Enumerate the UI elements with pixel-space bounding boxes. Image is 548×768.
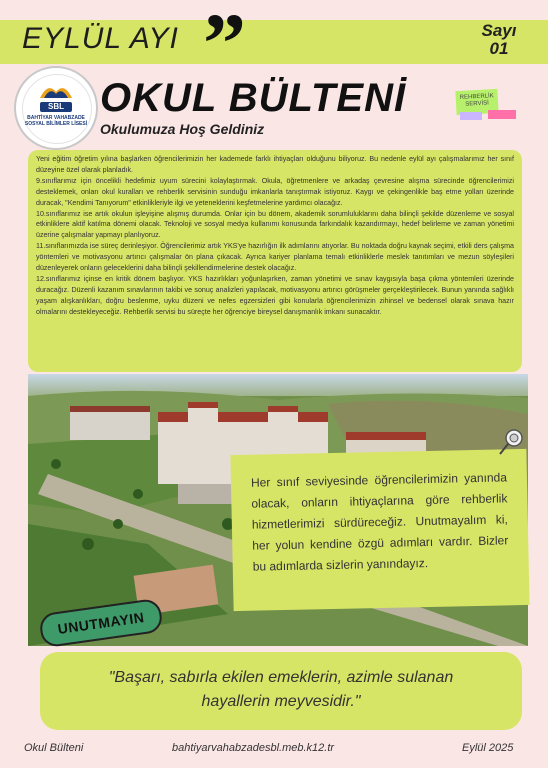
sticky-note: REHBERLİK SERVİSİ <box>455 89 498 115</box>
page-subtitle: Okulumuza Hoş Geldiniz <box>100 121 265 137</box>
quote-icon: ” <box>203 0 246 91</box>
footer-date: Eylül 2025 <box>462 742 514 754</box>
intro-paragraph: 11.sınıflarımızda ise süreç derinleşiyor. Öğrencilerimiz artık YKS'ye hazırlığın ilk adımlarını atıyorlar. Bu noktada doğru kaynak seçimi, etkili ders çalışma yöntemleri ve motivasyonu artırıcı çalışmalar ön plana çıkacak. Ayrıca kariyer planlama temalı etkinliklerle meslek tanıtımları ve mezun söyleşileri düzenleyerek onların geleceklerini daha bilinçli şekillendirmelerine destek olacağız. <box>36 242 514 273</box>
logo-short: SBL <box>40 102 72 112</box>
month-label: EYLÜL AYI <box>22 22 179 55</box>
sticky-note-pink <box>488 110 516 119</box>
quote-line: hayallerin meyvesidir." <box>201 693 361 710</box>
issue-number: 01 <box>489 39 509 58</box>
reminder-badge: UNUTMAYIN <box>38 598 164 649</box>
footer-left: Okul Bülteni <box>24 742 84 754</box>
intro-paragraph: Yeni eğitim öğretim yılına başlarken öğrencilerimizin her kademede farklı ihtiyaçları olduğunu biliyoruz. Bu nedenle eylül ayı çalışmalarımız her sınıf düzeyine özel olarak planladık. <box>36 155 514 174</box>
quote-line: "Başarı, sabırla ekilen emeklerin, azimle sulanan <box>108 669 454 686</box>
sticky-note-purple <box>460 112 482 120</box>
quote-box <box>40 652 522 730</box>
intro-paragraph: 10.sınıflarımız ise artık okulun işleyişine alışmış durumda. Onlar için bu dönem, akademik sorumluluklarını daha bilinçli şekilde düzenleme ve sosyal etkinliklere aktif katılma dönemi olacak. Teknoloji ve sosyal medya kullanımı konusunda farkındalık kazandırmayı, hedef belirleme ve zaman yönetimi üzerine çalışmalar yapmayı planlıyoruz. <box>36 209 514 240</box>
intro-paragraph: 9.sınıflarımız için öncelikli hedefimiz uyum sürecini kolaylaştırmak. Okula, öğretmenlere ve arkadaş çevresine alışma sürecinde öğrencilerimizi desteklemek, onları okul kuralları ve rehberlik servisinin sunduğu imkanlarla tanıştırmak istiyoruz. Kaygı ve çekingenlikle baş etme yolları üzerinde duracak, "Kendimi Tanıyorum" etkinlikleriyle ilgi ve yeteneklerini keşfetmelerine yardımcı olacağız. <box>36 176 514 207</box>
logo-name: BAHTİYAR VAHABZADE SOSYAL BİLİMLER LİSESİ <box>24 115 88 127</box>
pushpin-icon <box>496 428 526 458</box>
intro-text-box <box>28 150 522 372</box>
issue-box <box>464 22 534 58</box>
page-title: OKUL BÜLTENİ <box>100 76 407 120</box>
footer-website-link[interactable]: bahtiyarvahabzadesbl.meb.k12.tr <box>172 742 335 754</box>
book-icon <box>38 78 74 102</box>
issue-label: Sayı <box>481 21 517 40</box>
intro-paragraph: 12.sınıflarımız içinse en kritik dönem başlıyor. YKS hazırlıkları yoğunlaşırken, zaman yönetimi ve sınav kaygısıyla başa çıkma yöntemleri üzerinde duracağız. Düzenli kazanım sınavlarının takibi ve sonuç analizleri yapılacak, motivasyonu artırıcı görüşmeler gerçekleştirilecek. Bunun yanında sağlıklı yaşam alışkanlıkları, doğru beslenme, uyku düzeni ve nefes egzersizleri gibi konularla öğrencilerimizin zihinsel ve bedensel olarak sınava hazır olmalarını destekleyeceğiz. Rehberlik servisi bu süreçte her öğrenciye bireysel danışmanlık imkanı sunacaktır. <box>36 274 514 316</box>
school-logo <box>14 66 98 150</box>
callout-box <box>230 449 529 611</box>
callout-text: Her sınıf seviyesinde öğrencilerimizin yanında olacak, onların ihtiyaçlarına göre rehberlik hizmetlerimizi sürdüreceğiz. Unutmayalım ki, her yolun kendine özgü adımları vardır. Bizler bu adımlarda sizlerin yanındayız. <box>250 470 509 574</box>
